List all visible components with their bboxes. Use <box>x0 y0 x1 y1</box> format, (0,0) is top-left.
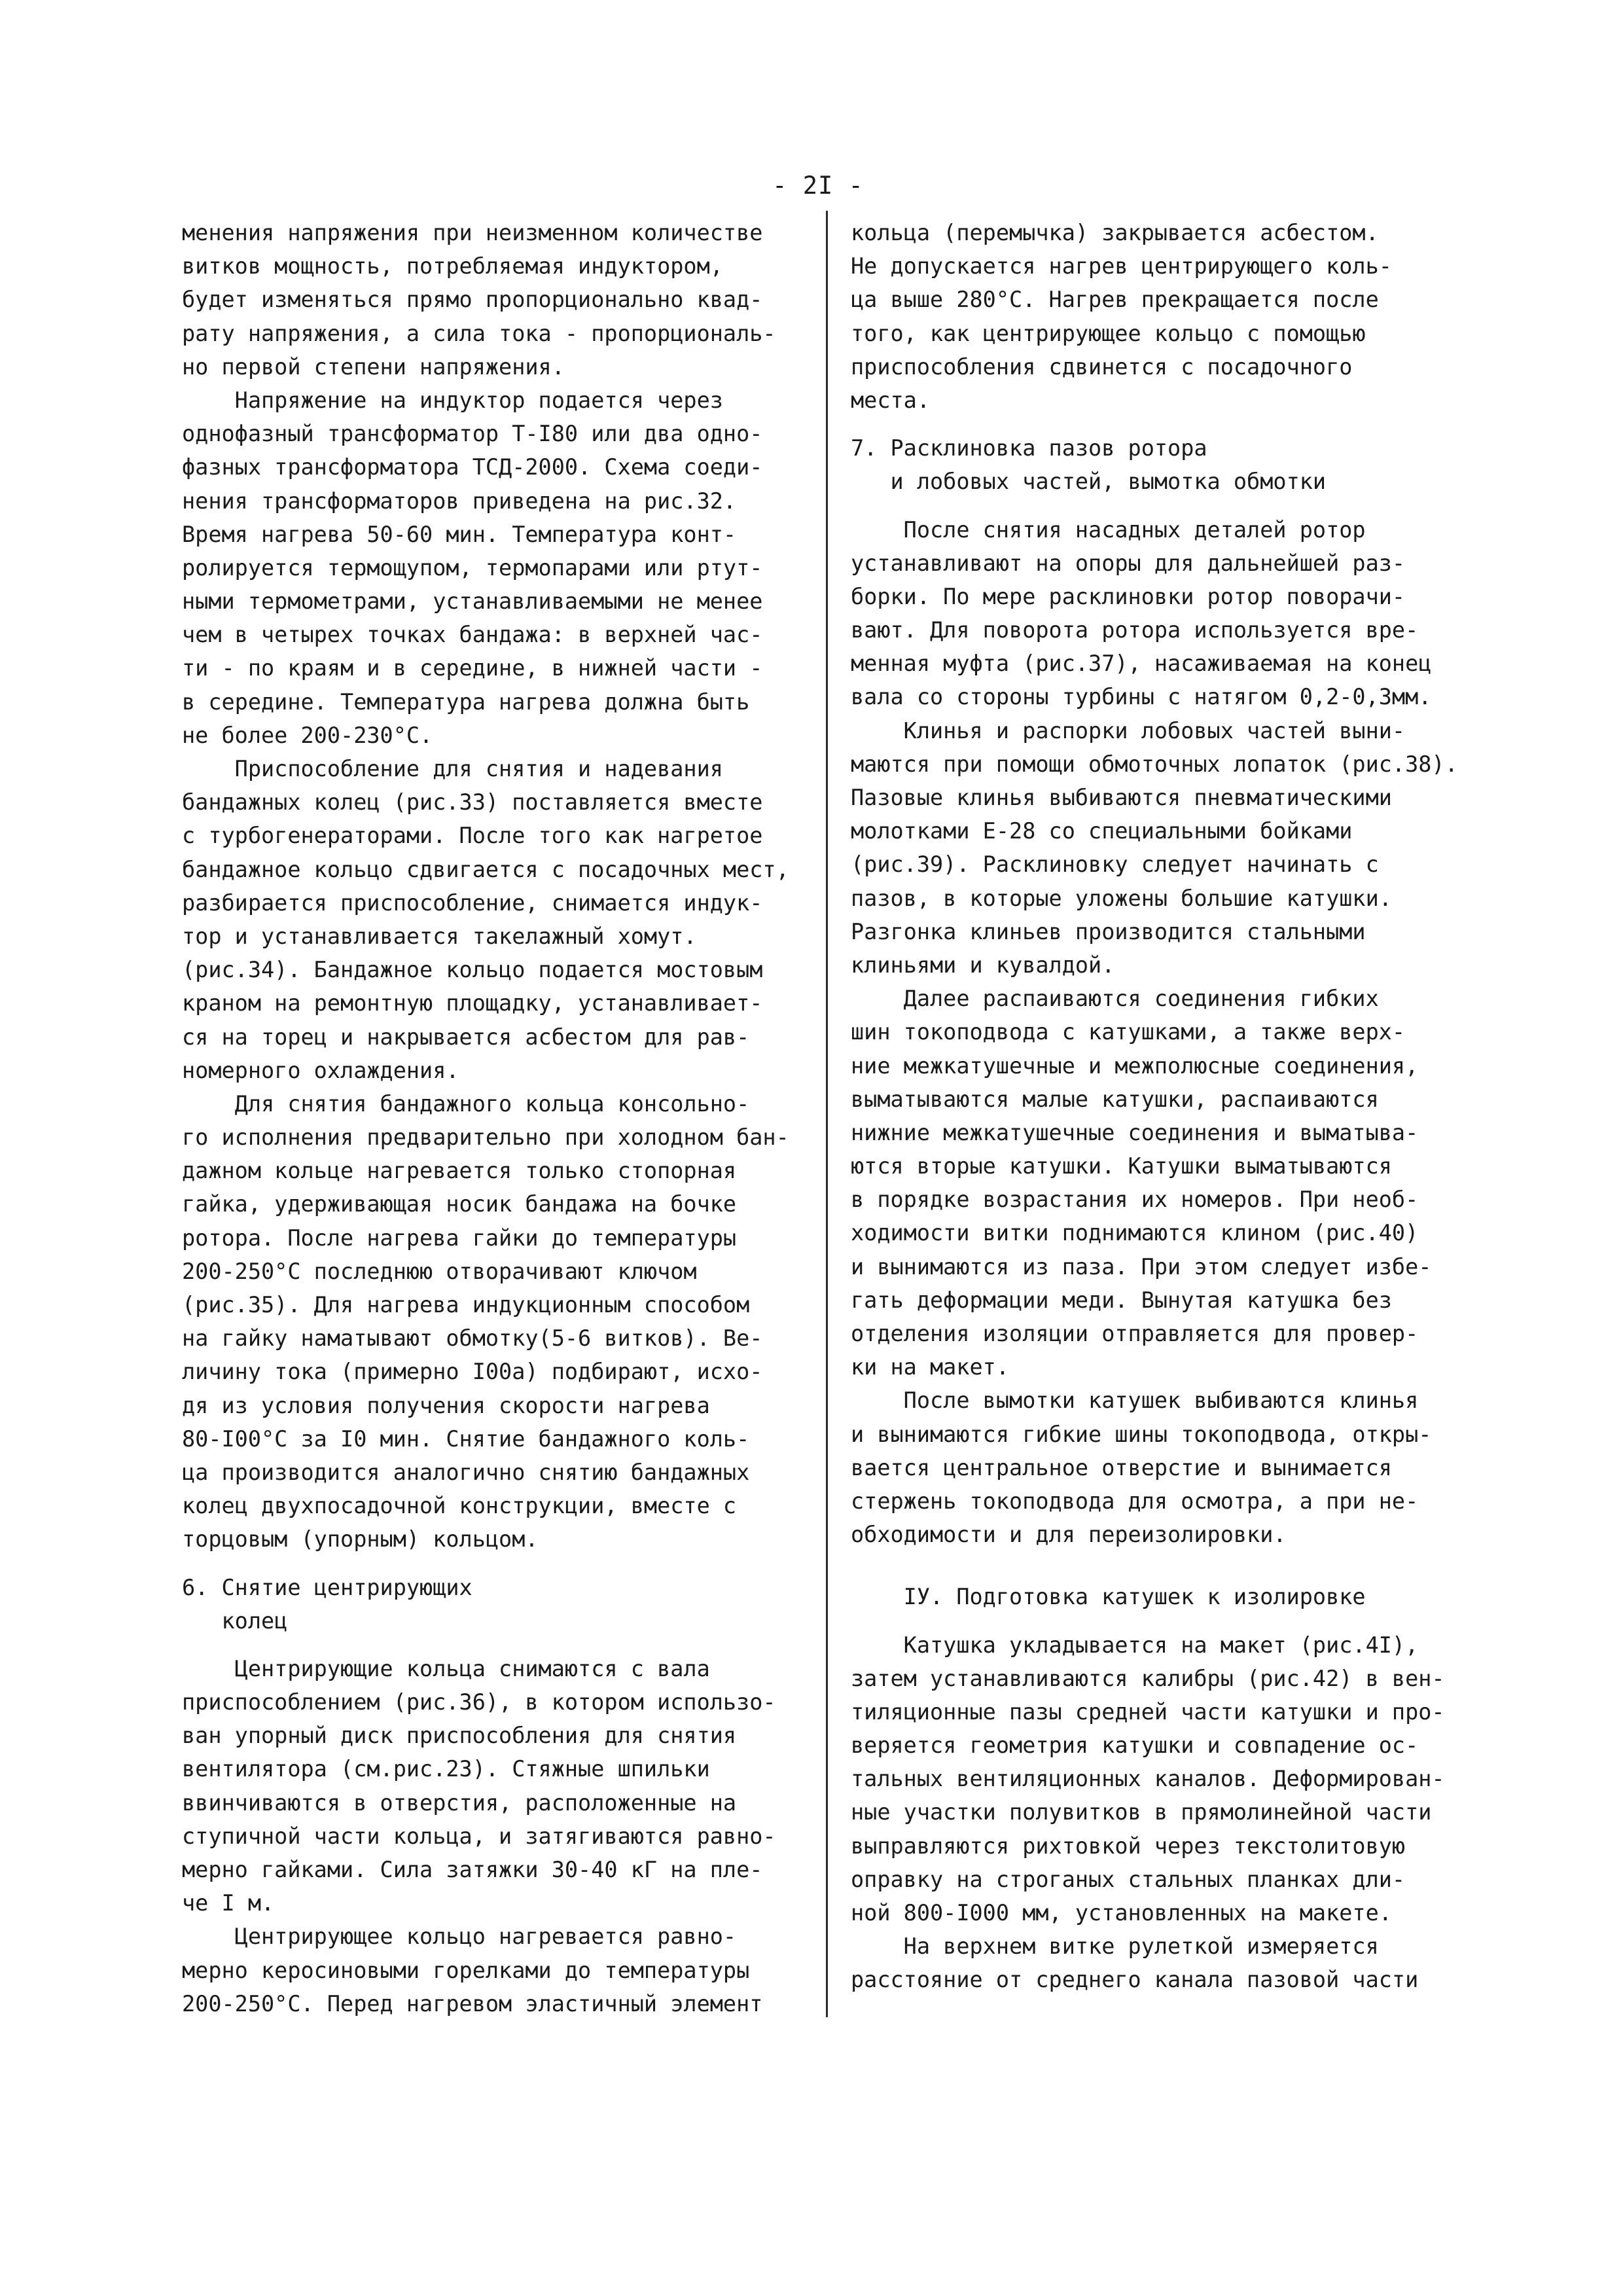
text-line: Катушка укладывается на макет (рис.4I), <box>851 1632 1419 1658</box>
text-line: витков мощность, потребляемая индуктором, <box>182 253 723 279</box>
text-line: ки на макет. <box>851 1354 1010 1380</box>
text-line: стержень токоподвода для осмотра, а при не- <box>851 1488 1419 1514</box>
text-line: не более 200-230°С. <box>182 722 433 748</box>
text-line: вается центральное отверстие и вынимается <box>851 1454 1392 1480</box>
text-line: Для снятия бандажного кольца консольно- <box>182 1090 750 1117</box>
text-line: тальных вентиляционных каналов. Деформирован- <box>851 1766 1445 1792</box>
text-line: 6. Снятие центрирующих <box>182 1574 473 1600</box>
text-line: (рис.35). Для нагрева индукционным способом <box>182 1292 750 1318</box>
text-line: с турбогенераторами. После того как нагретое <box>182 823 763 849</box>
text-line: Время нагрева 50-60 мин. Температура конт- <box>182 521 737 547</box>
text-line: (рис.39). Расклиновку следует начинать с <box>851 852 1379 878</box>
text-line: менная муфта (рис.37), насаживаемая на конец <box>851 651 1432 677</box>
text-line: На верхнем витке рулеткой измеряется <box>851 1933 1379 1960</box>
text-line: однофазный трансформатор Т-I80 или два одно- <box>182 421 763 447</box>
text-line: ются вторые катушки. Катушки выматываются <box>851 1153 1392 1179</box>
text-line: Центрирующее кольцо нагревается равно- <box>182 1924 737 1950</box>
text-line: но первой степени напряжения. <box>182 353 565 380</box>
text-line: ротора. После нагрева гайки до температуры <box>182 1225 737 1251</box>
section-6-heading <box>182 1571 800 1638</box>
text-line: веряется геометрия катушки и совпадение ос- <box>851 1732 1419 1759</box>
text-line: чем в четырех точках бандажа: в верхней час- <box>182 622 763 648</box>
text-line: приспособлением (рис.36), в котором использо- <box>182 1689 776 1715</box>
text-line: ролируется термощупом, термопарами или ртут- <box>182 554 763 581</box>
text-line: тиляционные пазы средней части катушки и про- <box>851 1698 1445 1725</box>
text-line: и вынимаются из паза. При этом следует избе- <box>851 1253 1432 1280</box>
text-line: клиньями и кувалдой. <box>851 952 1115 978</box>
text-line: фазных трансформатора ТСД-2000. Схема соеди- <box>182 454 763 480</box>
text-line: и вынимаются гибкие шины токоподвода, откры- <box>851 1421 1432 1447</box>
text-line: нижние межкатушечные соединения и выматыва- <box>851 1119 1419 1145</box>
text-line: После снятия насадных деталей ротор <box>851 516 1366 543</box>
text-line: вентилятора (см.рис.23). Стяжные шпильки <box>182 1756 710 1782</box>
text-line: дя из условия получения скорости нагрева <box>182 1392 710 1418</box>
text-line: места. <box>851 387 931 413</box>
text-line: менения напряжения при неизменном количестве <box>182 220 763 245</box>
text-line: че I м. <box>182 1890 275 1916</box>
text-line: мерно гайками. Сила затяжки 30-40 кГ на пле- <box>182 1857 763 1882</box>
text-line: тор и устанавливается такелажный хомут. <box>182 923 697 949</box>
text-line: расстояние от среднего канала пазовой части <box>851 1967 1419 1993</box>
page-number: - 2I - <box>772 171 864 200</box>
column-divider <box>826 211 828 2017</box>
text-line: Не допускается нагрев центрирующего коль- <box>851 253 1392 279</box>
text-line: приспособления сдвинется с посадочного <box>851 353 1353 380</box>
text-line: ввинчиваются в отверстия, расположенные на <box>182 1789 737 1816</box>
spacer <box>851 499 1479 513</box>
text-line: После вымотки катушек выбиваются клинья <box>851 1388 1419 1414</box>
text-line: нения трансформаторов приведена на рис.32. <box>182 488 737 514</box>
text-line: 7. Расклиновка пазов ротора <box>851 435 1207 461</box>
text-line: 200-250°С. Перед нагревом эластичный элемент <box>182 1990 763 2017</box>
text-line: Пазовые клинья выбиваются пневматическими <box>851 785 1392 810</box>
text-line: вают. Для поворота ротора используется вре- <box>851 617 1419 643</box>
text-line: ной 800-I000 мм, установленных на макете. <box>851 1900 1392 1926</box>
left-body <box>182 216 800 1556</box>
text-line: выматываются малые катушки, распаиваются <box>851 1086 1379 1112</box>
text-line: гайка, удерживающая носик бандажа на бочке <box>182 1191 737 1217</box>
text-line: выправляются рихтовкой через текстолитовую <box>851 1833 1406 1859</box>
text-line: кольца (перемычка) закрывается асбестом. <box>851 220 1379 245</box>
text-line: и лобовых частей, вымотка обмотки <box>851 469 1327 495</box>
section-6-body <box>182 1652 800 2020</box>
spacer <box>182 1638 800 1652</box>
text-line: пазов, в которые уложены большие катушки. <box>851 885 1392 911</box>
text-line: бандажное кольцо сдвигается с посадочных мест, <box>182 856 789 882</box>
text-line: 80-I00°С за I0 мин. Снятие бандажного коль- <box>182 1426 750 1452</box>
text-line: Приспособление для снятия и надевания <box>182 756 723 781</box>
right-body-intro <box>851 216 1479 417</box>
text-line: отделения изоляции отправляется для провер- <box>851 1321 1419 1346</box>
text-line: затем устанавливаются калибры (рис.42) в вен- <box>851 1665 1445 1691</box>
text-line: гать деформации меди. Вынутая катушка без <box>851 1287 1392 1313</box>
text-line: Клинья и распорки лобовых частей выни- <box>851 717 1406 744</box>
text-line: 200-250°С последнюю отворачивают ключом <box>182 1258 697 1284</box>
text-line: ными термометрами, устанавливаемыми не менее <box>182 588 763 615</box>
spacer <box>851 1614 1479 1628</box>
text-line: го исполнения предварительно при холодном бан- <box>182 1124 789 1151</box>
text-line: маются при помощи обмоточных лопаток (рис.38). <box>851 751 1458 777</box>
text-line: вала со стороны турбины с натягом 0,2-0,3мм. <box>851 684 1432 710</box>
text-line: оправку на строганых стальных планках дли- <box>851 1866 1406 1892</box>
text-line: ступичной части кольца, и затягиваются равно- <box>182 1823 776 1849</box>
text-line: ние межкатушечные и межполюсные соединения, <box>851 1052 1419 1079</box>
text-line: личину тока (примерно I00а) подбирают, исхо- <box>182 1359 763 1385</box>
text-line: Разгонка клиньев производится стальными <box>851 918 1366 944</box>
right-column <box>851 216 1479 1997</box>
text-line: номерного охлаждения. <box>182 1057 459 1083</box>
text-line: (рис.34). Бандажное кольцо подается мостовым <box>182 957 763 983</box>
text-line: шин токоподвода с катушками, а также верх- <box>851 1019 1406 1045</box>
text-line: торцовым (упорным) кольцом. <box>182 1526 539 1552</box>
text-line: в порядке возрастания их номеров. При необ- <box>851 1187 1419 1213</box>
text-line: ные участки полувитков в прямолинейной части <box>851 1799 1432 1825</box>
text-line: устанавливают на опоры для дальнейшей раз- <box>851 550 1406 576</box>
text-line: Напряжение на индуктор подается через <box>182 387 723 413</box>
text-line: разбирается приспособление, снимается индук- <box>182 889 763 916</box>
text-line: ходимости витки поднимаются клином (рис.40) <box>851 1220 1419 1246</box>
spacer <box>851 417 1479 431</box>
text-line: колец двухпосадочной конструкции, вместе с <box>182 1493 737 1519</box>
text-line: в середине. Температура нагрева должна быть <box>182 689 750 715</box>
text-line: того, как центрирующее кольцо с помощью <box>851 320 1366 346</box>
text-line: колец <box>182 1607 288 1634</box>
text-line: борки. По мере расклиновки ротор поворачи- <box>851 583 1406 609</box>
text-line: Центрирующие кольца снимаются с вала <box>182 1655 710 1681</box>
section-7-heading <box>851 431 1479 498</box>
text-line: молотками Е-28 со специальными бойками <box>851 818 1353 844</box>
section-4-body <box>851 1628 1479 1997</box>
text-line: ца производится аналогично снятию бандажных <box>182 1459 750 1485</box>
left-column <box>182 216 800 2020</box>
text-line: ти - по краям и в середине, в нижней части - <box>182 655 763 681</box>
text-line: мерно керосиновыми горелками до температуры <box>182 1957 750 1983</box>
section-4-heading: IУ. Подготовка катушек к изолировке <box>851 1584 1366 1610</box>
text-line: Далее распаиваются соединения гибких <box>851 986 1379 1012</box>
text-line: рату напряжения, а сила тока - пропорциональ- <box>182 320 776 346</box>
text-line: будет изменяться прямо пропорционально квад- <box>182 287 763 313</box>
text-line: ца выше 280°С. Нагрев прекращается после <box>851 287 1379 313</box>
text-line: дажном кольце нагревается только стопорная <box>182 1158 737 1184</box>
spacer <box>851 1551 1479 1580</box>
text-line: бандажных колец (рис.33) поставляется вместе <box>182 789 763 816</box>
text-line: на гайку наматывают обмотку(5-6 витков). Ве- <box>182 1325 763 1352</box>
text-line: ся на торец и накрывается асбестом для рав- <box>182 1024 750 1050</box>
section-7-body <box>851 513 1479 1552</box>
text-line: ван упорный диск приспособления для снятия <box>182 1723 737 1749</box>
text-line: краном на ремонтную площадку, устанавливает- <box>182 990 763 1016</box>
spacer <box>182 1556 800 1571</box>
text-line: обходимости и для переизолировки. <box>851 1522 1287 1548</box>
